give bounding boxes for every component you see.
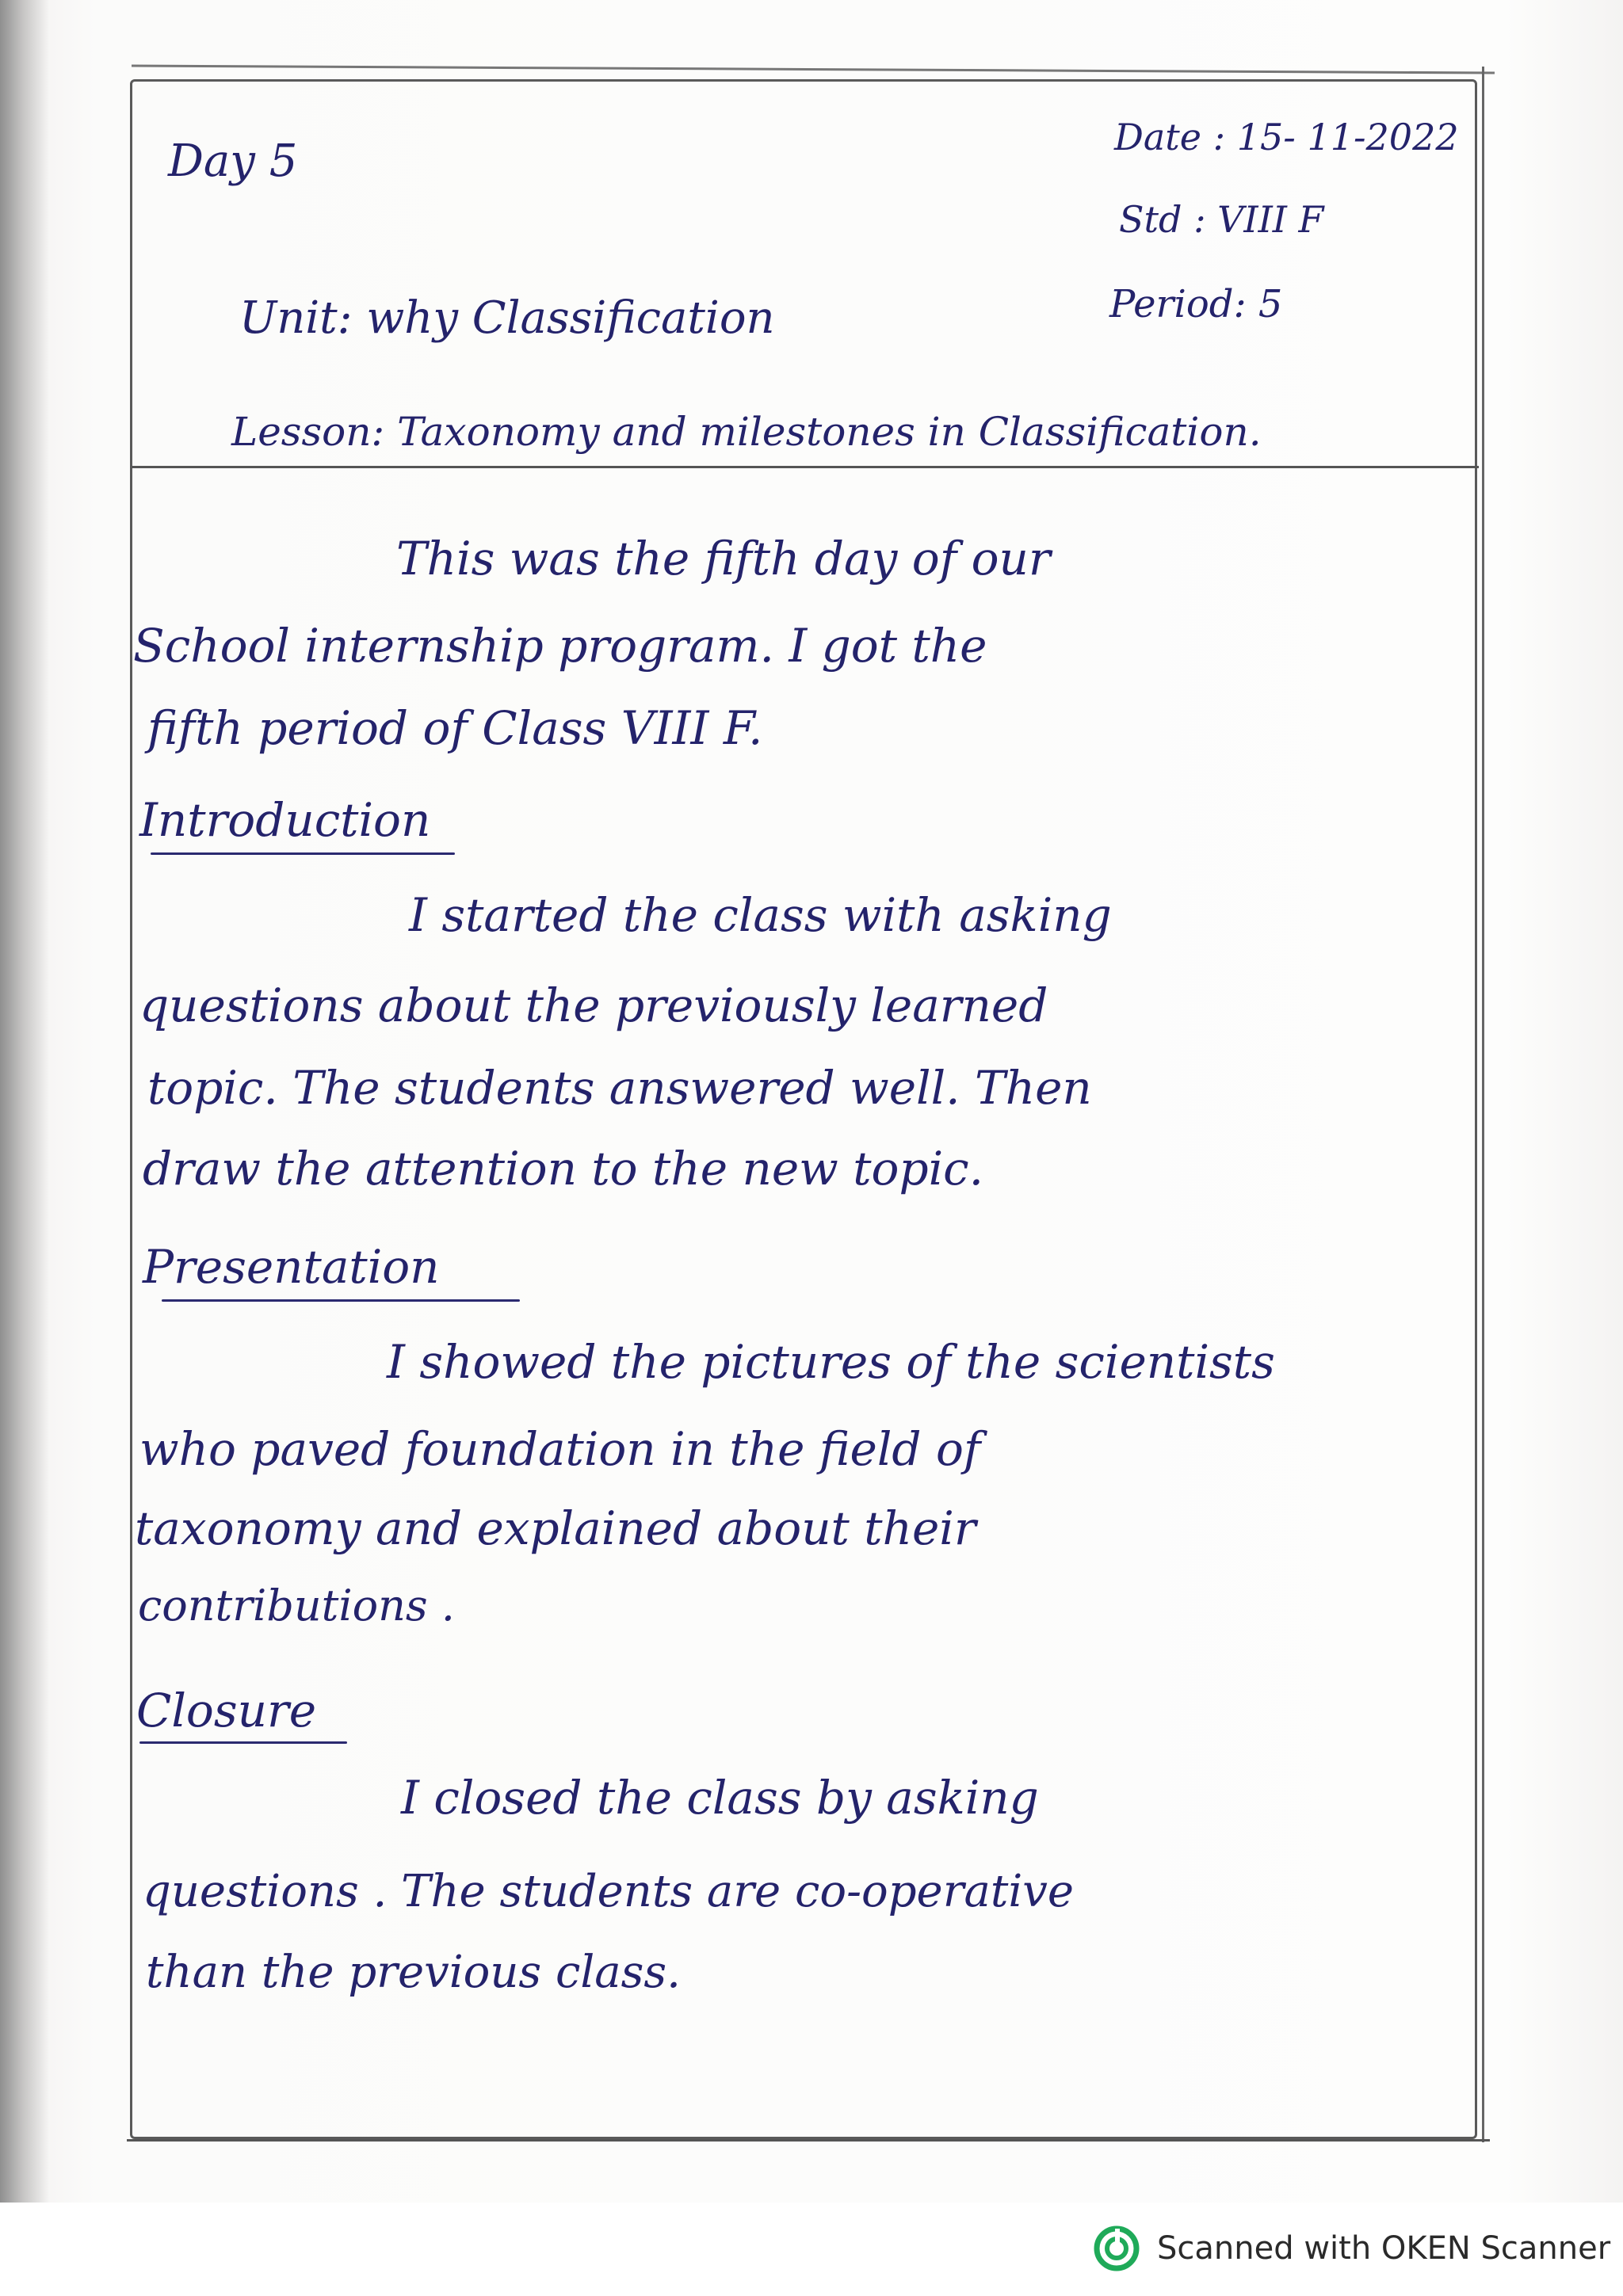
page-edge-shadow	[0, 0, 49, 2203]
introduction-underline	[151, 852, 455, 855]
date-label: Date : 15- 11-2022	[1114, 116, 1459, 158]
day-label: Day 5	[168, 135, 298, 187]
oken-scanner-logo-icon	[1094, 2225, 1140, 2271]
header-divider-line	[132, 466, 1479, 468]
introduction-heading: Introduction	[139, 793, 431, 847]
intro-line-3: fifth period of Class VIII F.	[147, 701, 763, 755]
introduction-line-4: draw the attention to the new topic.	[143, 1142, 984, 1196]
closure-line-3: than the previous class.	[146, 1947, 681, 1998]
scanner-watermark	[1094, 2225, 1610, 2272]
presentation-line-4: contributions .	[138, 1581, 455, 1630]
introduction-line-1: I started the class with asking	[409, 888, 1112, 942]
lesson-label: Lesson: Taxonomy and milestones in Classification.	[231, 409, 1262, 455]
std-label: Std : VIII F	[1119, 198, 1324, 241]
frame-right-border	[1482, 67, 1484, 2142]
presentation-line-3: taxonomy and explained about their	[135, 1501, 976, 1555]
presentation-heading: Presentation	[143, 1240, 440, 1294]
closure-line-1: I closed the class by asking	[401, 1771, 1039, 1825]
period-label: Period: 5	[1109, 282, 1283, 326]
frame-bottom-border	[127, 2139, 1490, 2142]
presentation-line-2: who paved foundation in the field of	[139, 1422, 981, 1476]
introduction-line-2: questions about the previously learned	[139, 978, 1048, 1032]
closure-heading: Closure	[136, 1684, 317, 1737]
closure-line-2: questions . The students are co-operative	[143, 1866, 1075, 1917]
intro-line-2: School internship program. I got the	[133, 619, 987, 673]
introduction-line-3: topic. The students answered well. Then	[147, 1061, 1092, 1115]
watermark-text: Scanned with OKEN Scanner	[1157, 2230, 1611, 2267]
presentation-underline	[162, 1299, 520, 1302]
closure-underline	[139, 1741, 347, 1744]
presentation-line-1: I showed the pictures of the scientists	[387, 1335, 1275, 1389]
unit-label: Unit: why Classification	[239, 292, 775, 344]
intro-line-1: This was the fifth day of our	[396, 532, 1051, 585]
frame-top-border	[132, 64, 1495, 74]
